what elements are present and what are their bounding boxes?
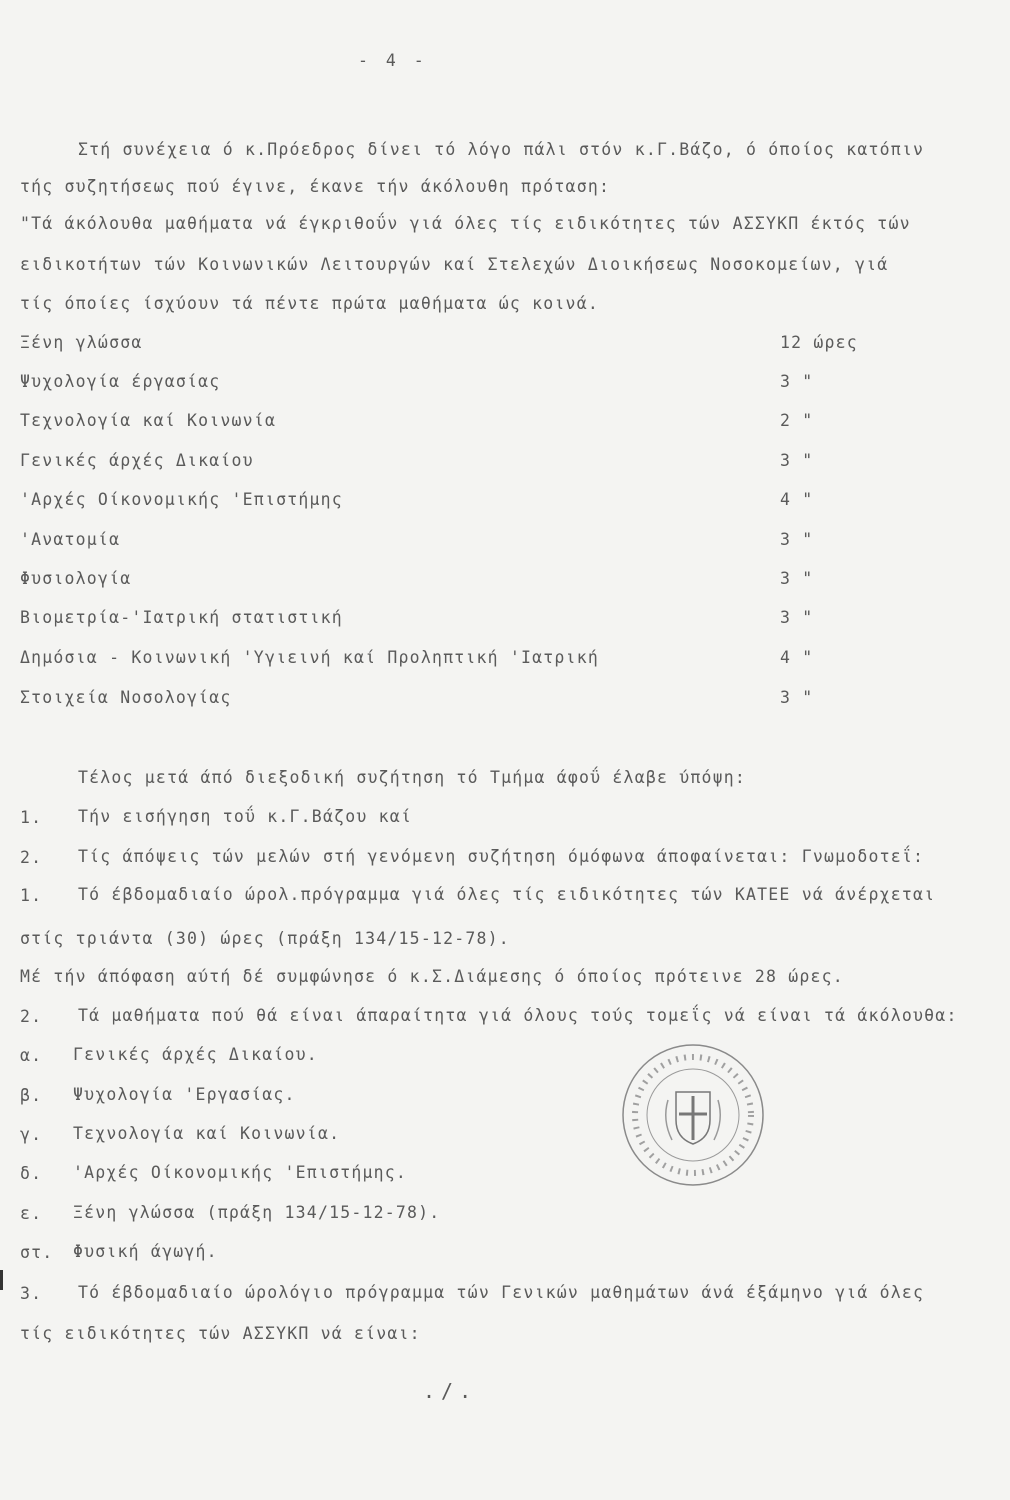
decision-3-line-2: τίς ειδικότητες τών ΑΣΣΥΚΠ νά είναι: (20, 1324, 421, 1343)
course-hours: 3 " (780, 451, 814, 470)
course-hours: 3 " (780, 688, 814, 707)
intro-line-5: τίς όποίες ίσχύουν τά πέντε πρώτα μαθήματα ώς κοινά. (20, 294, 599, 313)
course-hours: 3 " (780, 608, 814, 627)
conclusion-line: Τέλος μετά άπό διεξοδική συζήτηση τό Τμήμα άφοΰ έλαβε ύπόψη: (78, 768, 747, 787)
official-seal-stamp-icon (618, 1040, 768, 1190)
course-name: Ξένη γλώσσα (20, 333, 143, 352)
considered-text: Τήν εισήγηση τοΰ κ.Γ.Βάζου καί (78, 807, 413, 826)
course-name: Δημόσια - Κοινωνική 'Υγιεινή καί Προληπτική 'Ιατρική (20, 648, 599, 667)
scan-edge-mark (0, 1270, 3, 1290)
course-hours: 2 " (780, 411, 814, 430)
course-name: 'Αρχές Οίκονομικής 'Επιστήμης (20, 490, 343, 509)
course-hours: 3 " (780, 530, 814, 549)
considered-number: 1. (20, 808, 43, 827)
decision-1-line-1: Τό έβδομαδιαίο ώρολ.πρόγραμμα γιά όλες τίς ειδικότητες τών ΚΑΤΕΕ νά άνέρχεται (78, 885, 936, 904)
course-name: Τεχνολογία καί Κοινωνία (20, 411, 277, 430)
course-hours: 4 " (780, 648, 814, 667)
considered-text: Τίς άπόψεις τών μελών στή γενόμενη συζήτηση όμόφωνα άποφαίνεται: Γνωμοδοτεΐ: (78, 847, 925, 866)
list-item: Τεχνολογία καί Κοινωνία. (73, 1124, 341, 1143)
list-item: 'Αρχές Οίκονομικής 'Επιστήμης. (73, 1163, 408, 1182)
intro-line-2: τής συζητήσεως πού έγινε, έκανε τήν άκόλουθη πρόταση: (20, 177, 611, 196)
course-hours: 12 ώρες (780, 333, 858, 352)
decision-2-text: Τά μαθήματα πού θά είναι άπαραίτητα γιά όλους τούς τομεΐς νά είναι τά άκόλουθα: (78, 1006, 958, 1025)
considered-number: 2. (20, 848, 43, 867)
decision-number: 1. (20, 886, 43, 905)
list-item: Γενικές άρχές Δικαίου. (73, 1045, 318, 1064)
decision-1-line-2: στίς τριάντα (30) ώρες (πράξη 134/15-12-78). (20, 929, 510, 948)
list-item: Φυσική άγωγή. (73, 1242, 218, 1261)
decision-1-dissent: Μέ τήν άπόφαση αύτή δέ συμφώνησε ό κ.Σ.Διάμεσης ό όποίος πρότεινε 28 ώρες. (20, 967, 844, 986)
course-name: Ψυχολογία έργασίας (20, 372, 221, 391)
continuation-mark: ./. (423, 1379, 478, 1403)
intro-line-1: Στή συνέχεια ό κ.Πρόεδρος δίνει τό λόγο πάλι στόν κ.Γ.Βάζο, ό όποίος κατόπιν (78, 140, 925, 159)
course-name: Φυσιολογία (20, 569, 132, 588)
page-number: - 4 - (358, 51, 428, 70)
list-marker: α. (20, 1046, 43, 1065)
course-hours: 3 " (780, 372, 814, 391)
list-marker: δ. (20, 1164, 43, 1183)
intro-line-3: "Τά άκόλουθα μαθήματα νά έγκριθοΰν γιά όλες τίς ειδικότητες τών ΑΣΣΥΚΠ έκτός τών (20, 214, 911, 233)
list-item: Ψυχολογία 'Εργασίας. (73, 1085, 296, 1104)
course-name: Στοιχεία Νοσολογίας (20, 688, 232, 707)
course-name: Γενικές άρχές Δικαίου (20, 451, 254, 470)
decision-number: 2. (20, 1007, 43, 1026)
decision-3-line-1: Τό έβδομαδιαίο ώρολόγιο πρόγραμμα τών Γενικών μαθημάτων άνά έξάμηνο γιά όλες (78, 1283, 925, 1302)
course-name: 'Ανατομία (20, 530, 121, 549)
list-marker: γ. (20, 1125, 43, 1144)
list-item: Ξένη γλώσσα (πράξη 134/15-12-78). (73, 1203, 441, 1222)
list-marker: στ. (20, 1243, 54, 1262)
intro-line-4: ειδικοτήτων τών Κοινωνικών Λειτουργών καί Στελεχών Διοικήσεως Νοσοκομείων, γιά (20, 255, 889, 274)
list-marker: ε. (20, 1204, 43, 1223)
course-name: Βιομετρία-'Ιατρική στατιστική (20, 608, 343, 627)
course-hours: 3 " (780, 569, 814, 588)
decision-number: 3. (20, 1284, 43, 1303)
list-marker: β. (20, 1086, 43, 1105)
course-hours: 4 " (780, 490, 814, 509)
